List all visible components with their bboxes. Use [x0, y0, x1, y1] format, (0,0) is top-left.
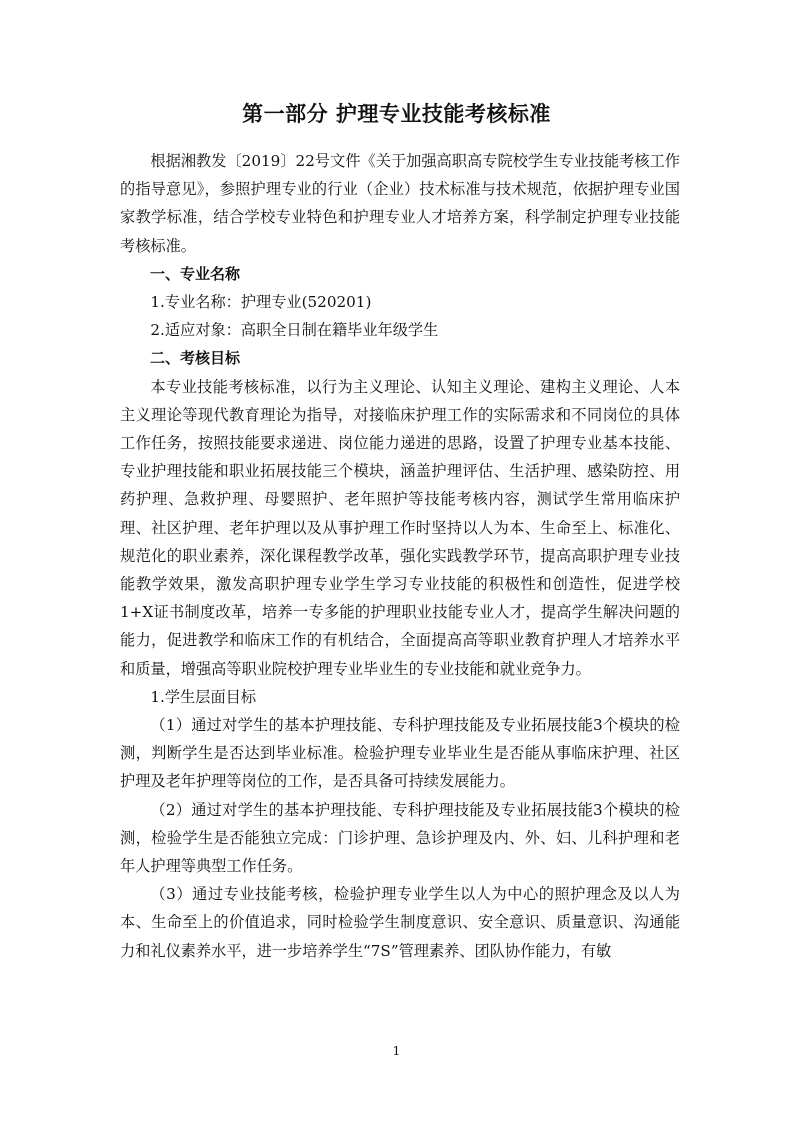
document-body	[120, 147, 680, 965]
target-audience-item: 2.适应对象：高职全日制在籍毕业年级学生	[150, 321, 439, 340]
student-goals-heading: 1.学生层面目标	[150, 687, 257, 706]
goal-paragraph-1: （1）通过对学生的基本护理技能、专科护理技能及专业拓展技能3个模块的检测，判断学生是否达到毕业标准。检验护理专业毕业生是否能从事临床护理、社区护理及老年护理等岗位的工作，是否具备可持续发展能力。	[120, 716, 680, 791]
page-number: 1	[392, 1044, 401, 1058]
intro-paragraph: 根据湘教发〔2019〕22号文件《关于加强高职高专院校学生专业技能考核工作的指导意见》，参照护理专业的行业（企业）技术标准与技术规范，依据护理专业国家教学标准，结合学校专业特色和护理专业人才培养方案，科学制定护理专业技能考核标准。	[120, 152, 680, 255]
goals-paragraph: 本专业技能考核标准，以行为主义理论、认知主义理论、建构主义理论、人本主义理论等现代教育理论为指导，对接临床护理工作的实际需求和不同岗位的具体工作任务，按照技能要求递进、岗位能力递进的思路，设置了护理专业基本技能、专业护理技能和职业拓展技能三个模块，涵盖护理评估、生活护理、感染防控、用药护理、急救护理、母婴照护、老年照护等技能考核内容，测试学生常用临床护理、社区护理、老年护理以及从事护理工作时坚持以人为本、生命至上、标准化、规范化的职业素养，深化课程教学改革，强化实践教学环节，提高高职护理专业技能教学效果，激发高职护理专业学生学习专业技能的积极性和创造性，促进学校1+X证书制度改革，培养一专多能的护理职业技能专业人才，提高学生解决问题的能力，促进教学和临床工作的有机结合，全面提高高等职业教育护理人才培养水平和质量，增强高等职业院校护理专业毕业生的专业技能和就业竞争力。	[120, 377, 680, 678]
goal-paragraph-2: （2）通过对学生的基本护理技能、专科护理技能及专业拓展技能3个模块的检测，检验学生是否能独立完成：门诊护理、急诊护理及内、外、妇、儿科护理和老年人护理等典型工作任务。	[120, 800, 680, 876]
section-heading-assessment-goals: 二、考核目标	[150, 349, 241, 368]
section-heading-major-name: 一、专业名称	[150, 264, 241, 283]
major-name-item: 1.专业名称：护理专业(520201)	[150, 293, 372, 312]
document-title: 第一部分 护理专业技能考核标准	[242, 102, 551, 126]
goal-paragraph-3: （3）通过专业技能考核，检验护理专业学生以人为中心的照护理念及以人为本、生命至上的价值追求，同时检验学生制度意识、安全意识、质量意识、沟通能力和礼仪素养水平，进一步培养学生“7S”管理素养、团队协作能力，有敏	[120, 885, 680, 960]
